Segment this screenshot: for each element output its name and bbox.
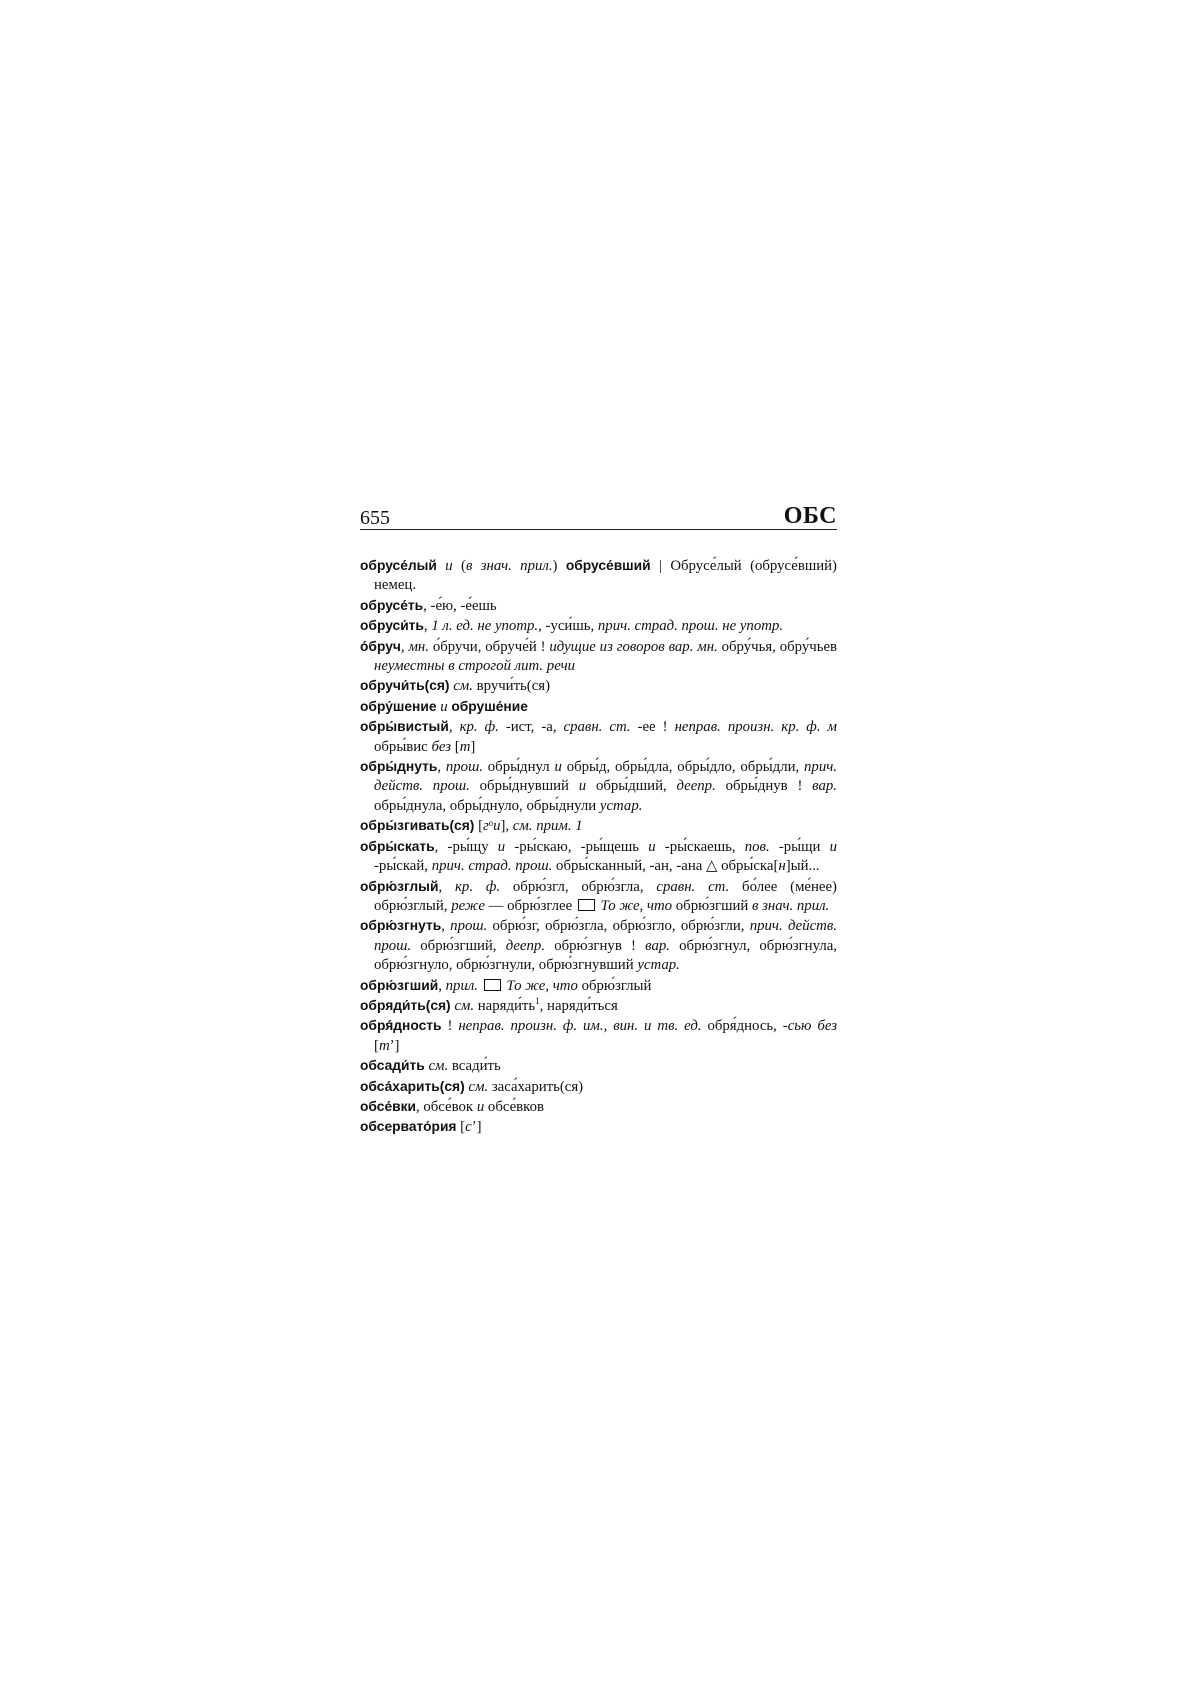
entry-label: и <box>445 558 453 574</box>
entry-label: и <box>648 838 656 855</box>
entry-text: бо́лее (ме́нее) обрю́зглый, <box>374 878 837 914</box>
entry-label: г <box>483 818 489 835</box>
entry-text <box>437 558 445 574</box>
dictionary-entry <box>360 1056 837 1076</box>
entry-text: , -е́ю, -е́ешь <box>423 597 497 614</box>
entry-text: обрю́згший <box>672 897 753 914</box>
entry-text: ) <box>552 558 566 574</box>
entry-text: ], <box>500 818 513 835</box>
entry-text: обры́днув ! <box>715 778 813 795</box>
entry-label: прош. <box>450 918 488 935</box>
entry-headword: обры́вистый <box>360 719 449 735</box>
dictionary-entry <box>360 996 837 1016</box>
entry-label: т <box>459 738 471 755</box>
entry-label: прич. действ. прош. <box>374 918 837 954</box>
entry-label: кр. ф. <box>455 878 501 895</box>
entry-text: о́бручи, обруче́й ! <box>428 638 550 655</box>
entry-headword: обрусе́ть <box>360 597 424 613</box>
entry-label: деепр. <box>676 778 716 795</box>
entry-label: см. <box>468 1078 489 1095</box>
dictionary-entry <box>360 637 837 677</box>
entry-label: неуместны в строгой лит. речи <box>374 658 576 675</box>
entry-text: , <box>448 719 460 736</box>
entry-text: , <box>438 878 455 895</box>
entry-text: , наряди́ться <box>539 997 618 1014</box>
entry-label: устар. <box>637 957 680 974</box>
entry-label: вар. <box>812 778 837 795</box>
entry-label: в знач. прил. <box>752 897 830 914</box>
entry-headword: обря́дность <box>360 1018 442 1034</box>
entry-headword: обручи́ть(ся) <box>360 678 450 694</box>
running-head: ОБС <box>783 503 837 529</box>
entry-text: обры́д, обры́дла, обры́дло, обры́дли, <box>561 759 805 776</box>
entry-label: идущие из говоров вар. мн. <box>549 638 718 655</box>
entry-headword: обру́шение <box>360 698 437 714</box>
entry-label: и <box>476 1098 485 1115</box>
entry-text: вручи́ть(ся) <box>472 678 551 695</box>
entry-label: прич. страд. прош. не употр. <box>597 618 783 635</box>
dictionary-entry <box>360 916 837 975</box>
entry-label: сравн. ст. <box>656 878 730 895</box>
dictionary-entry <box>360 1077 837 1097</box>
entry-text: , -ры́щу <box>434 838 498 855</box>
entry-text: [ <box>374 1037 379 1054</box>
entry-text: обры́дший, <box>586 778 677 795</box>
entry-text: ! <box>441 1018 459 1035</box>
entry-headword: обса́харить(ся) <box>360 1078 465 1094</box>
entry-text: -ее ! <box>630 719 675 736</box>
entry-text: ʼ] <box>389 1037 400 1054</box>
entry-text: обры́днула, обры́днуло, обры́днули <box>374 797 600 814</box>
entry-label: деепр. <box>505 937 546 954</box>
entry-text: [ <box>451 738 460 755</box>
entry-label: 1 л. ед. не употр. <box>431 618 539 635</box>
entry-text: обры́днул <box>482 759 555 776</box>
entry-headword: обсе́вки <box>360 1098 416 1114</box>
entry-headword: обры́згивать(ся) <box>360 818 475 834</box>
entry-variant: обрусе́вший <box>565 558 651 573</box>
entry-text: обру́чья, обру́чьев <box>717 638 837 655</box>
entry-label: см. <box>428 1058 449 1075</box>
entry-label: и <box>493 818 501 835</box>
entry-text: , <box>438 977 446 994</box>
definition-box-icon <box>578 899 595 911</box>
dictionary-entry <box>360 1016 837 1056</box>
dictionary-entry <box>360 877 837 917</box>
entry-headword: обруси́ть <box>360 618 424 634</box>
dictionary-entry <box>360 1097 837 1117</box>
dictionary-entry <box>360 837 837 877</box>
entry-label: прил. <box>445 977 478 994</box>
entry-label: с <box>465 1119 472 1136</box>
entry-text: всади́ть <box>448 1058 501 1075</box>
entry-headword: обряди́ть(ся) <box>360 997 451 1013</box>
entry-text: обрю́згший, <box>411 937 506 954</box>
entry-headword: о́бруч <box>360 638 401 654</box>
entry-text: обрю́згнул, обрю́згнула, обрю́згнуло, обрю́згнули, обрю́згнувший <box>374 937 837 974</box>
entry-label: н <box>778 858 786 875</box>
entry-text: , <box>400 638 409 655</box>
dictionary-entry <box>360 596 837 616</box>
entry-text: заса́харить(ся) <box>488 1078 584 1095</box>
entry-text: обрю́зг, обрю́згла, обрю́згло, обрю́згли, <box>487 918 750 935</box>
entry-text: -ист, -а, <box>498 719 564 736</box>
entry-label: см. прим. 1 <box>512 818 583 835</box>
entry-variant: обруше́ние <box>451 698 528 714</box>
entry-label: вар. <box>645 937 670 954</box>
dictionary-entry <box>360 676 837 696</box>
entry-text: обря́днось, <box>701 1018 783 1035</box>
entry-label: прич. действ. прош. <box>374 759 837 795</box>
entry-text: , -уси́шь, <box>538 618 598 635</box>
entry-list <box>360 556 837 1138</box>
entry-label: см. <box>454 997 475 1014</box>
entry-text: -ры́скаю, -ры́щешь <box>505 838 649 855</box>
page-header <box>360 498 837 530</box>
dictionary-entry <box>360 1117 837 1137</box>
entry-label: прош. <box>445 759 483 776</box>
entry-text: обрю́зглый <box>577 977 652 994</box>
entry-headword: обры́скать <box>360 838 435 854</box>
entry-text: , обсе́вок <box>415 1098 477 1115</box>
entry-label: без <box>431 738 452 755</box>
entry-text: — обрю́зглее <box>484 897 576 914</box>
entry-label: см. <box>453 678 473 695</box>
entry-label: То же, что <box>506 977 578 994</box>
entry-text: ( <box>452 558 466 574</box>
entry-label: т <box>378 1037 390 1054</box>
entry-label: То же, что <box>600 897 673 914</box>
dictionary-entry <box>360 556 837 596</box>
entry-headword: обрю́зглый <box>360 878 439 894</box>
entry-text: обры́сканный, -ан, -ана △ обры́ска[ <box>552 858 779 875</box>
entry-label: в знач. прил. <box>465 558 553 574</box>
entry-text: ʼ] <box>471 1119 482 1136</box>
dictionary-entry <box>360 816 837 836</box>
entry-text: обрю́згл, обрю́згла, <box>500 878 657 895</box>
entry-label: -сью без <box>782 1018 837 1035</box>
dictionary-entry <box>360 717 837 757</box>
entry-text <box>478 978 482 994</box>
entry-headword: обрусе́лый <box>360 558 437 573</box>
definition-box-icon <box>484 979 501 991</box>
entry-text: -ры́скаешь, <box>655 838 745 855</box>
entry-label: и <box>497 838 506 855</box>
entry-text: ]ый... <box>785 858 820 875</box>
entry-text: -ры́щи <box>769 838 830 855</box>
entry-text: обры́днувший <box>469 778 579 795</box>
entry-headword: обрю́згнуть <box>360 918 442 934</box>
dictionary-entry <box>360 757 837 816</box>
entry-text: , <box>437 759 446 776</box>
entry-text: обсе́вков <box>484 1098 544 1115</box>
entry-text: обры́вис <box>374 738 432 755</box>
homonym-index: 1 <box>535 996 540 1007</box>
entry-text: обрю́згнув ! <box>545 937 646 954</box>
dictionary-entry <box>360 697 837 717</box>
entry-label: и <box>554 759 562 776</box>
entry-label: устар. <box>599 797 643 814</box>
entry-label: неправ. произн. ф. им., вин. и тв. ед. <box>458 1018 702 1035</box>
entry-label: пов. <box>744 838 770 855</box>
entry-label: сравн. ст. <box>563 719 631 736</box>
entry-text: -ры́скай, <box>374 858 432 875</box>
entry-label: и <box>829 838 837 855</box>
entry-label: мн. <box>408 638 429 655</box>
entry-text: [ <box>474 818 484 835</box>
dictionary-entry <box>360 976 837 996</box>
entry-text: , <box>423 618 432 635</box>
entry-headword: обрю́згший <box>360 977 439 993</box>
entry-text: наряди́ть <box>474 997 536 1014</box>
entry-label: и <box>578 778 587 795</box>
entry-text: ] <box>470 738 476 755</box>
entry-text: , <box>441 918 451 935</box>
entry-text: ᵒ <box>488 818 494 835</box>
entry-text: | Обрусе́лый (обрусе́вший) немец. <box>374 558 837 594</box>
entry-label: неправ. произн. кр. ф. м <box>674 719 837 736</box>
entry-label: реже <box>451 897 485 914</box>
page-number: 655 <box>360 507 390 529</box>
entry-label: кр. ф. <box>459 719 499 736</box>
dictionary-entry <box>360 616 837 636</box>
entry-headword: обсади́ть <box>360 1058 425 1074</box>
entry-label: прич. страд. прош. <box>431 858 553 875</box>
dictionary-page <box>360 498 837 1138</box>
entry-headword: обры́днуть <box>360 759 438 775</box>
entry-text: [ <box>456 1119 466 1136</box>
entry-label: и <box>440 698 448 715</box>
entry-headword: обсервато́рия <box>360 1119 457 1135</box>
